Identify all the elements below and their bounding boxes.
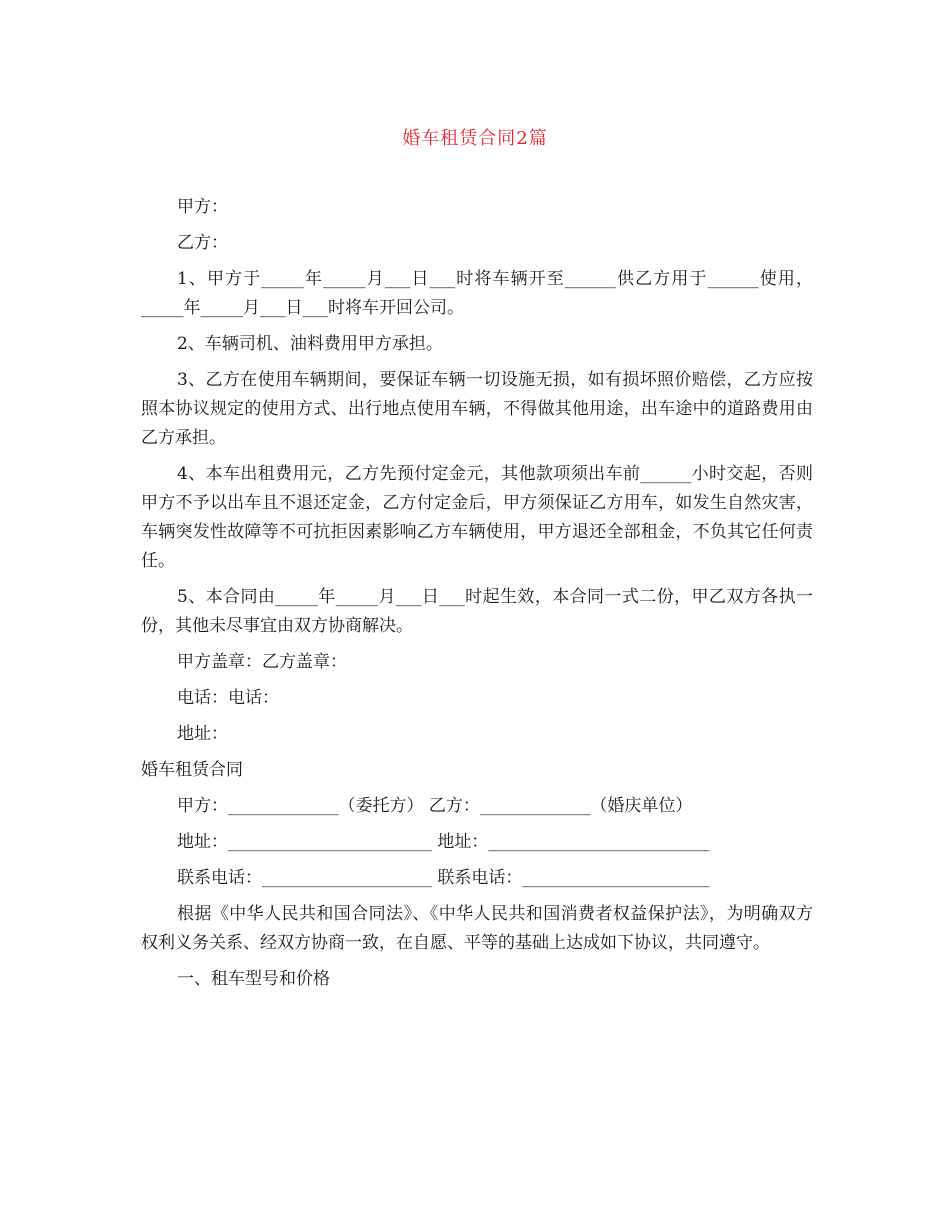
party-a-line: 甲方： [177, 197, 228, 217]
parties-line: 甲方：_____________（委托方） 乙方：_____________（婚庆单位） [177, 796, 693, 816]
preamble-paragraph: 根据《中华人民共和国合同法》、《中华人民共和国消费者权益保护法》，为明确双方权利义务关系、经双方协商一致，在自愿、平等的基础上达成如下协议，共同遵守。 [141, 904, 813, 953]
clause-4: 4、本车出租费用元，乙方先预付定金元，其他款项须出车前______小时交起，否则甲方不予以出车且不退还定金，乙方付定金后，甲方须保证乙方用车，如发生自然灾害，车辆突发性故障等不可抗拒因素影响乙方车辆使用，甲方退还全部租金，不负其它任何责任。 [141, 464, 813, 571]
clause-1: 1、甲方于_____年_____月___日___时将车辆开至______供乙方用于______使用，_____年_____月___日___时将车开回公司。 [141, 269, 813, 318]
document-title: 婚车租赁合同2篇 [402, 128, 548, 149]
document-body [141, 193, 813, 1001]
second-contract-title: 婚车租赁合同 [141, 760, 243, 780]
address-line: 地址： [177, 724, 228, 744]
clause-2: 2、车辆司机、油料费用甲方承担。 [177, 334, 443, 354]
party-b-line: 乙方： [177, 233, 228, 253]
clause-3: 3、乙方在使用车辆期间，要保证车辆一切设施无损，如有损坏照价赔偿，乙方应按照本协议规定的使用方式、出行地点使用车辆，不得做其他用途，出车途中的道路费用由乙方承担。 [141, 370, 813, 448]
clause-5: 5、本合同由_____年_____月___日___时起生效，本合同一式二份，甲乙双方各执一份，其他未尽事宜由双方协商解决。 [141, 587, 813, 636]
seal-line: 甲方盖章：乙方盖章： [177, 652, 347, 672]
addresses-line: 地址：________________________ 地址：__________________________ [177, 832, 710, 852]
section-1-heading: 一、租车型号和价格 [177, 969, 330, 989]
contacts-line: 联系电话：____________________ 联系电话：______________________ [177, 868, 710, 888]
phone-line: 电话：电话： [177, 688, 279, 708]
